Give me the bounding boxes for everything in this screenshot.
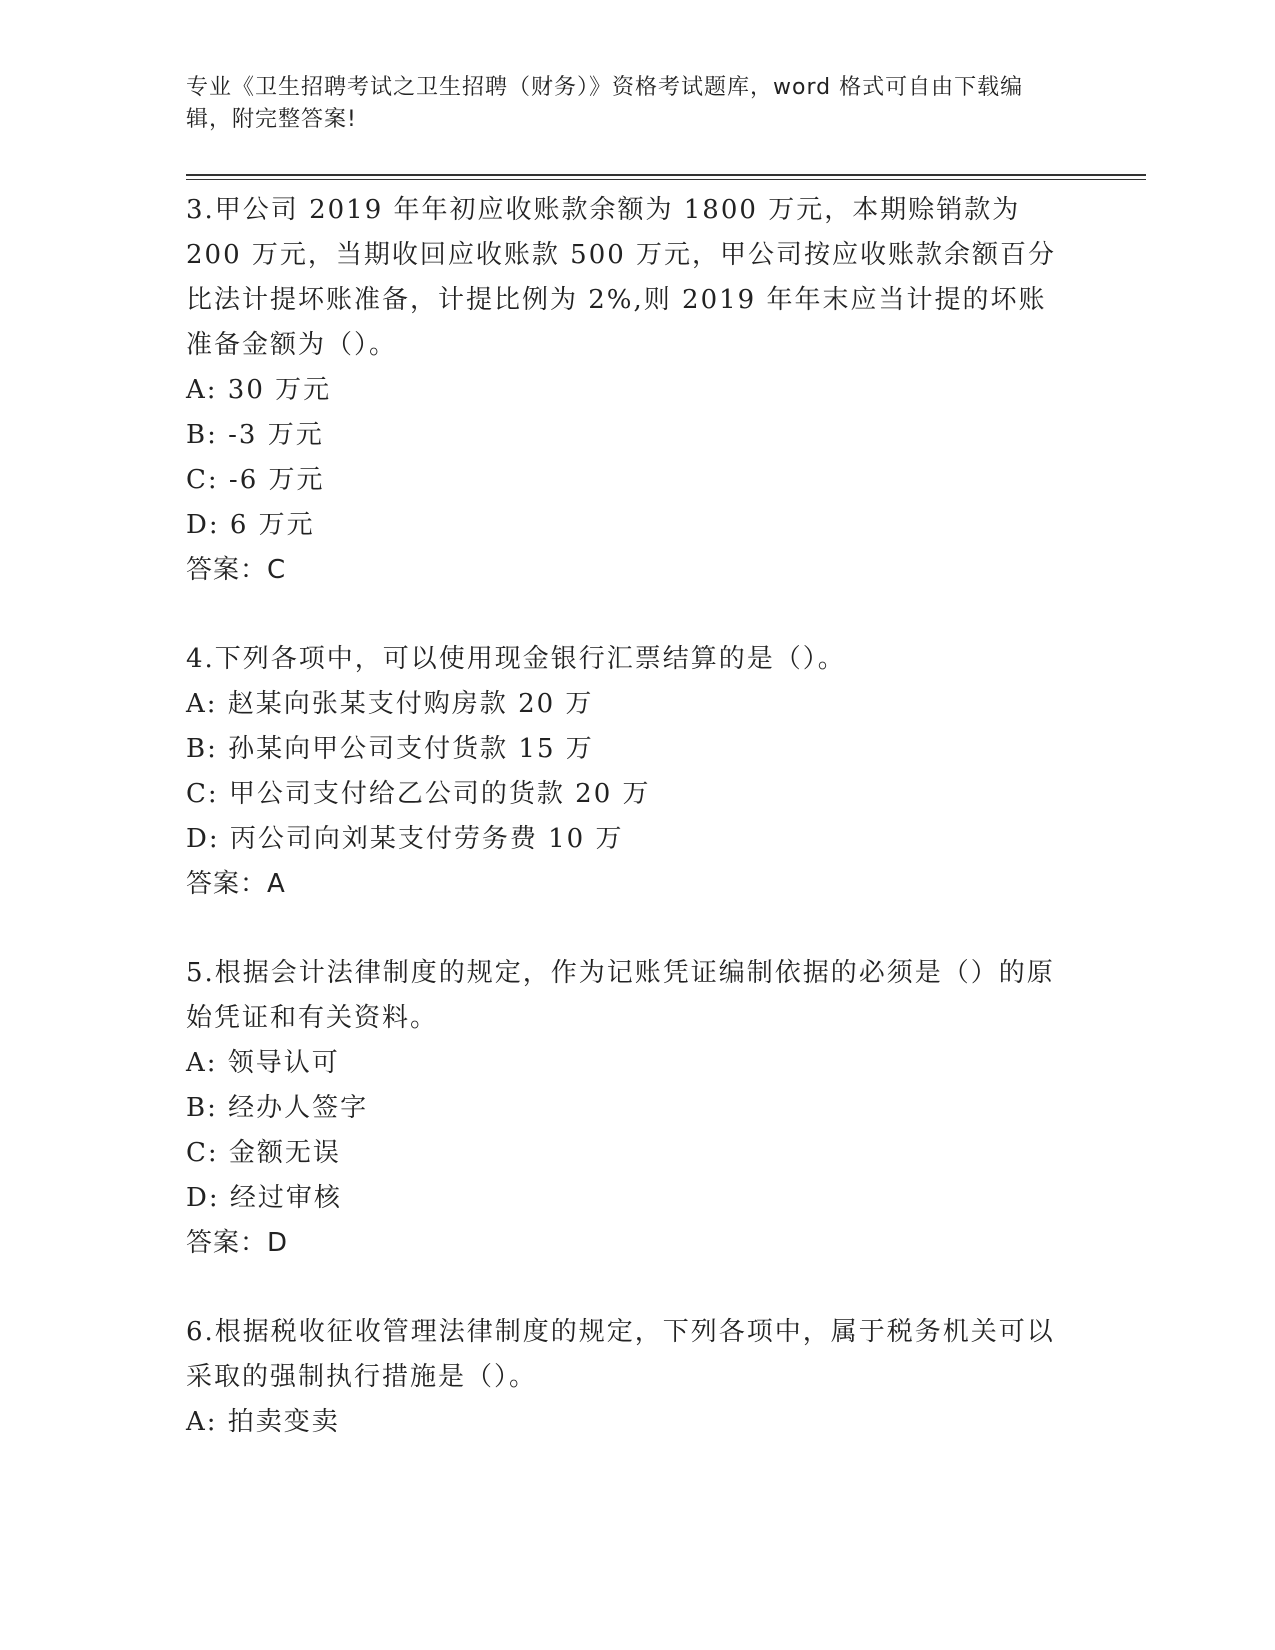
question-stem: 5.根据会计法律制度的规定，作为记账凭证编制依据的必须是（）的原始凭证和有关资料。 [186,958,1055,1033]
option-b: B: -3 万元 [186,420,324,450]
question-stem: 6.根据税收征收管理法律制度的规定，下列各项中，属于税务机关可以采取的强制执行措施是（）。 [186,1317,1055,1392]
option-b: B: 孙某向甲公司支付货款 15 万 [186,734,594,764]
option-a: A: 拍卖变卖 [186,1407,340,1437]
header-divider [186,174,1146,180]
question-stem: 3.甲公司 2019 年年初应收账款余额为 1800 万元，本期赊销款为 200 万元，当期收回应收账款 500 万元，甲公司按应收账款余额百分比法计提坏账准备，计提比例为 2%,则 2019 年年末应当计提的坏账准备金额为（）。 [186,195,1057,360]
answer-line: 答案：D [186,1228,289,1258]
option-c: C: -6 万元 [186,465,325,495]
option-d: D: 丙公司向刘某支付劳务费 10 万 [186,824,624,854]
option-c: C: 甲公司支付给乙公司的货款 20 万 [186,779,651,809]
option-d: D: 经过审核 [186,1183,342,1213]
header-title: 专业《卫生招聘考试之卫生招聘（财务）》资格考试题库，word 格式可自由下载编辑，附完整答案! [186,75,1024,132]
answer-line: 答案：C [186,555,287,585]
option-a: A: 赵某向张某支付购房款 20 万 [186,689,594,719]
question-list [186,188,1066,1489]
option-c: C: 金额无误 [186,1138,341,1168]
page-header [186,72,1066,136]
answer-line: 答案：A [186,869,286,899]
option-b: B: 经办人签字 [186,1093,369,1123]
option-d: D: 6 万元 [186,510,315,540]
option-a: A: 领导认可 [186,1048,340,1078]
question-6 [186,1310,1066,1445]
question-5 [186,951,1066,1266]
question-4 [186,637,1066,907]
option-a: A: 30 万元 [186,375,332,405]
question-3 [186,188,1066,593]
question-stem: 4.下列各项中，可以使用现金银行汇票结算的是（）。 [186,644,846,674]
